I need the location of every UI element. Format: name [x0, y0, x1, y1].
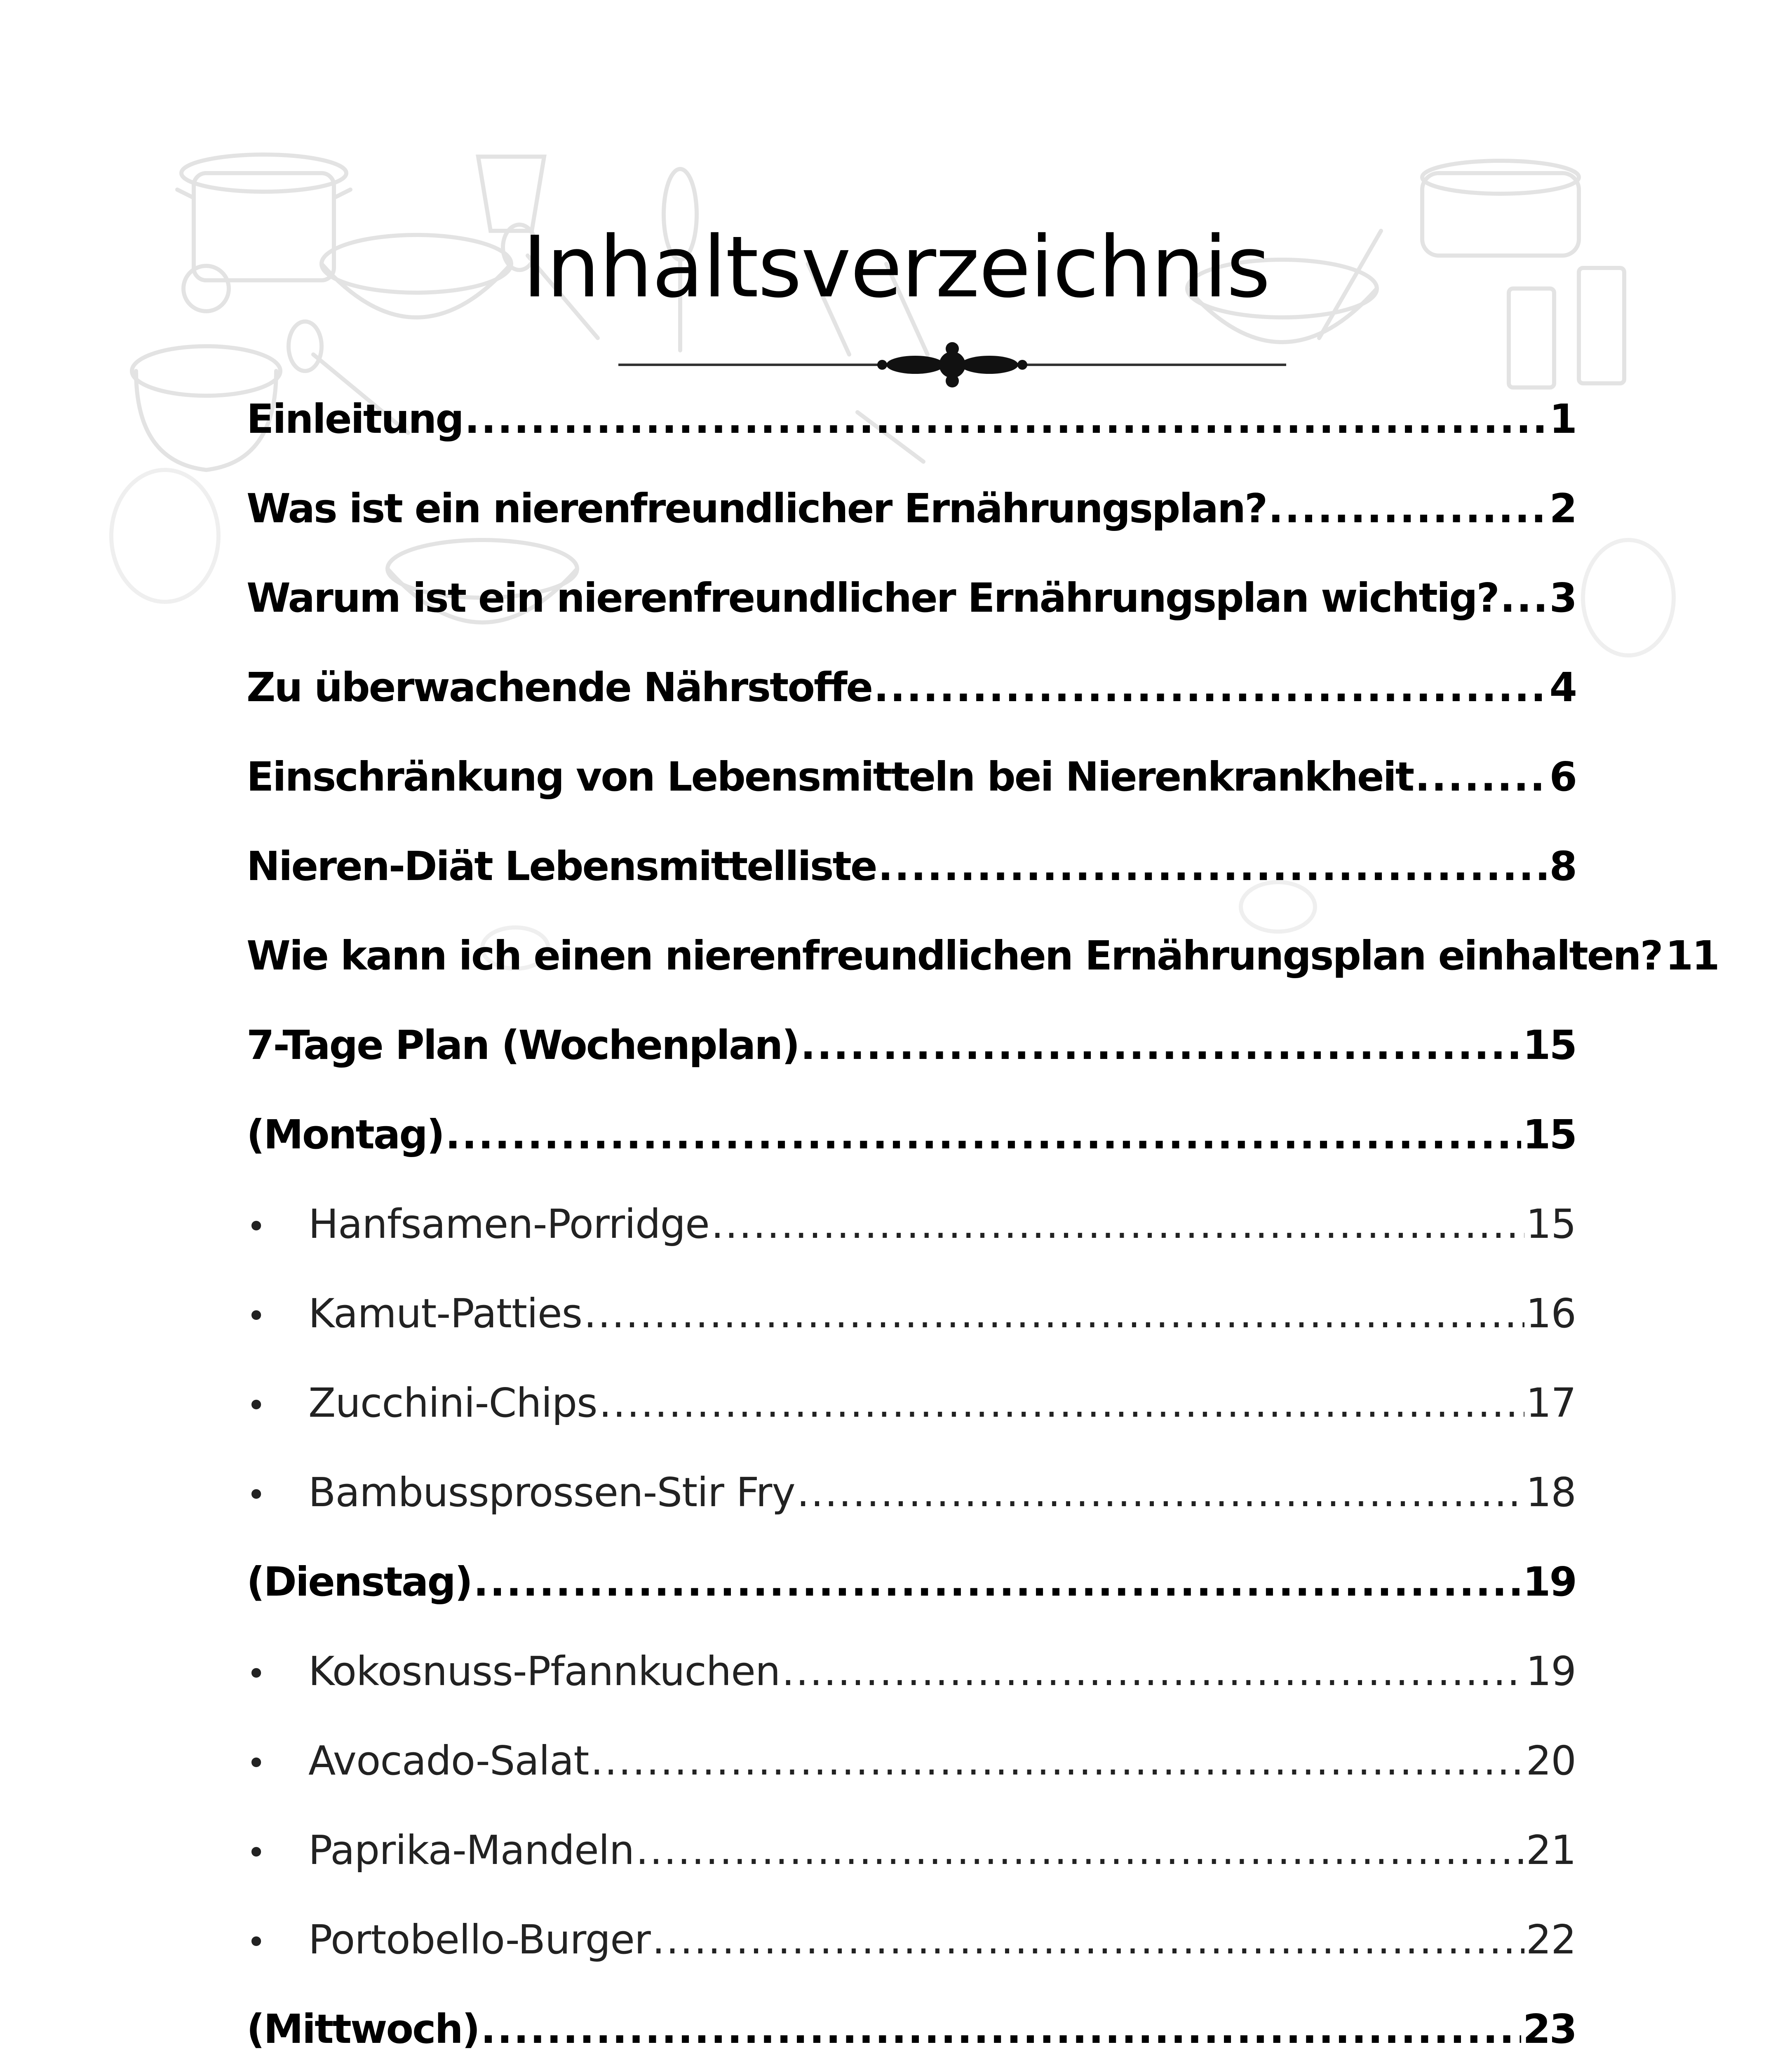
toc-entry-label: Avocado-Salat	[308, 1737, 589, 1784]
toc-entry[interactable]	[247, 1022, 1576, 1084]
toc-entry-page-number: 11	[1665, 932, 1719, 979]
toc-entry-label: (Dienstag)	[247, 1559, 472, 1605]
toc-entry[interactable]	[247, 1737, 1576, 1799]
toc-entry-page-number: 16	[1526, 1290, 1576, 1337]
bullet-icon: •	[247, 1207, 266, 1246]
bullet-icon: •	[247, 1655, 266, 1693]
toc-entry[interactable]	[247, 664, 1576, 726]
toc-entry-label: Wie kann ich einen nierenfreundlichen Ernährungsplan einhalten?	[247, 932, 1662, 979]
toc-entry-label: (Montag)	[247, 1111, 444, 1158]
bullet-icon: •	[247, 1297, 266, 1335]
toc-entry[interactable]	[247, 1916, 1576, 1978]
dot-leader	[782, 1648, 1524, 1695]
toc-entry-label: 7-Tage Plan (Wochenplan)	[247, 1022, 799, 1068]
toc-entry[interactable]	[247, 1380, 1576, 1441]
page-title: Inhaltsverzeichnis	[522, 218, 1270, 317]
toc-entry-page-number: 15	[1523, 1111, 1576, 1158]
toc-entry-label: Warum ist ein nierenfreundlicher Ernährungsplan wichtig?	[247, 575, 1498, 621]
toc-entry-page-number: 19	[1523, 1559, 1576, 1605]
dot-leader	[797, 1469, 1524, 1516]
toc-entry-page-number: 1	[1549, 396, 1576, 442]
dot-leader	[878, 843, 1548, 890]
toc-entry-label: Einleitung	[247, 396, 463, 442]
toc-entry-label: Hanfsamen-Porridge	[308, 1201, 709, 1247]
toc-entry[interactable]	[247, 1827, 1576, 1889]
dot-leader	[1500, 575, 1548, 621]
toc-entry[interactable]	[247, 932, 1719, 994]
dot-leader	[590, 1737, 1524, 1784]
bullet-icon: •	[247, 1833, 266, 1872]
toc-entry-label: Zucchini-Chips	[308, 1380, 597, 1426]
toc-entry-page-number: 23	[1523, 2006, 1576, 2052]
dot-leader	[652, 1916, 1524, 1963]
toc-entry-label: Portobello-Burger	[308, 1916, 651, 1963]
toc-entry-page-number: 6	[1549, 754, 1576, 800]
toc-entry-page-number: 15	[1526, 1201, 1576, 1247]
toc-entry-page-number: 17	[1526, 1380, 1576, 1426]
toc-entry-label: Bambussprossen-Stir Fry	[308, 1469, 795, 1516]
dot-leader	[711, 1201, 1524, 1247]
toc-entry[interactable]	[247, 1559, 1576, 1620]
ornament-divider-icon	[618, 342, 1286, 387]
dot-leader	[465, 396, 1548, 442]
dot-leader	[599, 1380, 1524, 1426]
dot-leader	[636, 1827, 1524, 1873]
toc-entry-page-number: 3	[1549, 575, 1576, 621]
dot-leader	[481, 2006, 1521, 2052]
toc-entry-label: Kokosnuss-Pfannkuchen	[308, 1648, 780, 1695]
toc-entry-label: Paprika-Mandeln	[308, 1827, 634, 1873]
toc-entry-label: Kamut-Patties	[308, 1290, 582, 1337]
toc-entry-page-number: 4	[1549, 664, 1576, 711]
dot-leader	[473, 1559, 1521, 1605]
toc-entry-page-number: 2	[1549, 485, 1576, 532]
toc-entry-page-number: 15	[1523, 1022, 1576, 1068]
toc-entry[interactable]	[247, 396, 1576, 458]
toc-entry[interactable]	[247, 1648, 1576, 1710]
toc-entry[interactable]	[247, 1201, 1576, 1263]
toc-entry-page-number: 22	[1526, 1916, 1576, 1963]
toc-entry-page-number: 8	[1549, 843, 1576, 890]
toc-entry-page-number: 21	[1526, 1827, 1576, 1873]
toc-entry-label: (Mittwoch)	[247, 2006, 479, 2052]
toc-entry-label: Was ist ein nierenfreundlicher Ernährungsplan?	[247, 485, 1267, 532]
toc-entry[interactable]	[247, 1469, 1576, 1531]
bullet-icon: •	[247, 1744, 266, 1782]
bullet-icon: •	[247, 1386, 266, 1425]
bullet-icon: •	[247, 1923, 266, 1961]
toc-entry[interactable]	[247, 575, 1576, 636]
toc-entry-label: Einschränkung von Lebensmitteln bei Nierenkrankheit	[247, 754, 1414, 800]
toc-entry[interactable]	[247, 2006, 1576, 2061]
toc-entry[interactable]	[247, 485, 1576, 547]
dot-leader	[801, 1022, 1521, 1068]
toc-entry-label: Nieren-Diät Lebensmittelliste	[247, 843, 876, 890]
toc-entry[interactable]	[247, 843, 1576, 905]
dot-leader	[874, 664, 1548, 711]
dot-leader	[1268, 485, 1548, 532]
dot-leader	[1415, 754, 1548, 800]
bullet-icon: •	[247, 1476, 266, 1514]
toc-entry-page-number: 19	[1526, 1648, 1576, 1695]
toc-entry-page-number: 18	[1526, 1469, 1576, 1516]
toc-entry[interactable]	[247, 1290, 1576, 1352]
dot-leader	[445, 1111, 1521, 1158]
toc-entry-label: Zu überwachende Nährstoffe	[247, 664, 872, 711]
toc-entry[interactable]	[247, 1111, 1576, 1173]
toc-entry[interactable]	[247, 754, 1576, 815]
toc-entry-page-number: 20	[1526, 1737, 1576, 1784]
dot-leader	[584, 1290, 1524, 1337]
